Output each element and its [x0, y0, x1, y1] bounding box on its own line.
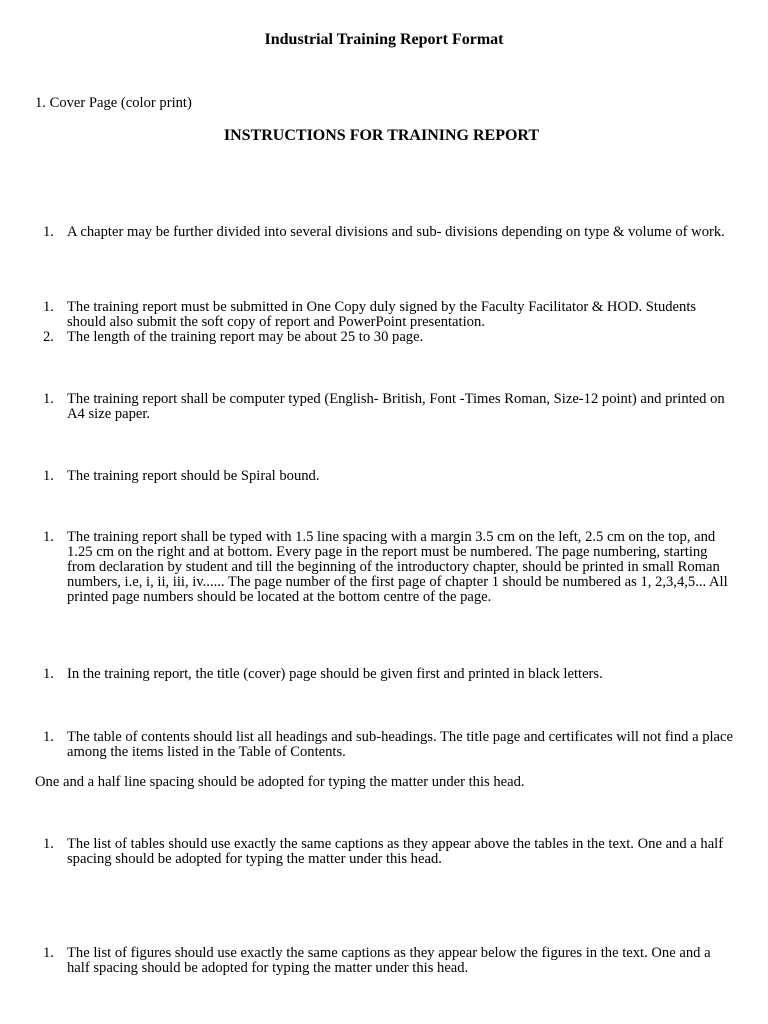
list-text: A chapter may be further divided into several divisions and sub- divisions depending on type & volume of work. — [67, 224, 725, 240]
list-item — [35, 392, 735, 422]
list-text: The training report should be Spiral bound. — [67, 468, 320, 484]
list-number: 1. — [43, 391, 54, 407]
list-item — [35, 469, 735, 484]
list-number: 1. — [43, 224, 54, 240]
list-item — [35, 330, 735, 345]
list-number: 1. — [43, 299, 54, 315]
list-number: 1. — [43, 529, 54, 545]
list-text: The training report shall be typed with 1.5 line spacing with a margin 3.5 cm on the left, 2.5 cm on the top, and 1.25 cm on the right and at bottom. Every page in the report must be numbered. The page numbering, starting from declaration by student and till the beginning of the introductory chapter, should be printed in small Roman numbers, i.e, i, ii, iii, iv...... The page number of the first page of chapter 1 should be numbered as 1, 2,3,4,5... All printed page numbers should be located at the bottom centre of the page. — [67, 529, 728, 605]
list-item — [35, 530, 735, 605]
list-text: In the training report, the title (cover) page should be given first and printed in black letters. — [67, 666, 603, 682]
list-item — [35, 946, 735, 976]
list-number: 1. — [43, 666, 54, 682]
list-number: 2. — [43, 329, 54, 345]
list-number: 1. — [43, 729, 54, 745]
list-text: The list of figures should use exactly the same captions as they appear below the figures in the text. One and a half spacing should be adopted for typing the matter under this head. — [67, 945, 711, 976]
list-text: The table of contents should list all headings and sub-headings. The title page and certificates will not find a place among the items listed in the Table of Contents. — [67, 729, 733, 760]
document-title: Industrial Training Report Format — [264, 31, 504, 48]
list-item — [35, 300, 735, 330]
list-item — [35, 667, 735, 682]
plain-paragraph: One and a half line spacing should be adopted for typing the matter under this head. — [35, 774, 525, 790]
list-number: 1. — [43, 836, 54, 852]
list-item — [35, 837, 735, 867]
list-text: The training report must be submitted in One Copy duly signed by the Faculty Facilitator & HOD. Students should also submit the soft copy of report and PowerPoint presentation. — [67, 299, 697, 330]
list-item — [35, 225, 735, 240]
instructions-heading: INSTRUCTIONS FOR TRAINING REPORT — [223, 127, 540, 144]
list-number: 1. — [43, 468, 54, 484]
list-text: The length of the training report may be about 25 to 30 page. — [67, 329, 424, 345]
cover-page-item: 1. Cover Page (color print) — [35, 95, 192, 111]
list-text: The list of tables should use exactly the same captions as they appear above the tables in the text. One and a half spacing should be adopted for typing the matter under this head. — [67, 836, 724, 867]
list-number: 1. — [43, 945, 54, 961]
list-item — [35, 730, 735, 760]
list-text: The training report shall be computer typed (English- British, Font -Times Roman, Size-12 point) and printed on A4 size paper. — [67, 391, 725, 422]
